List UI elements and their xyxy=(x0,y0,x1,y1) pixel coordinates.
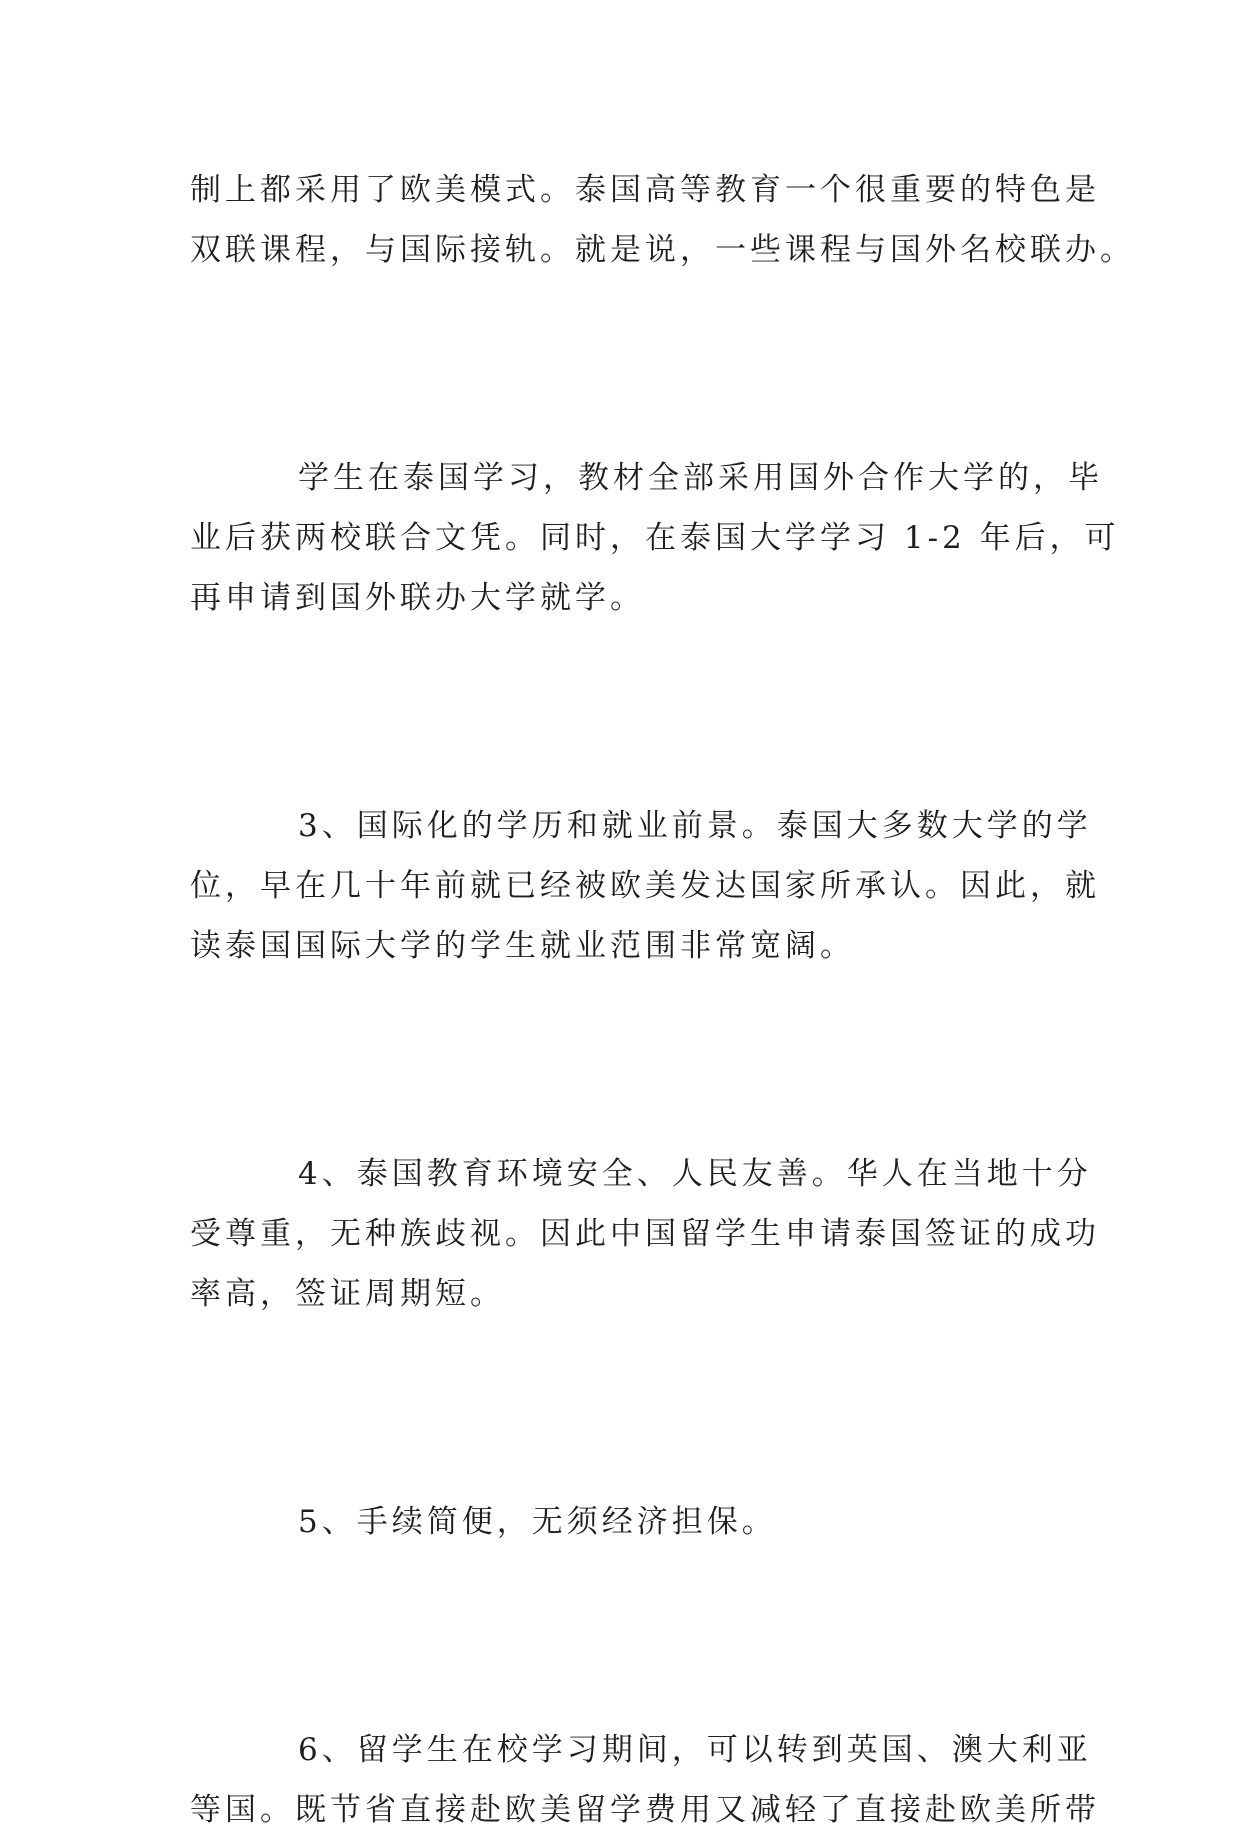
paragraph-2 xyxy=(190,448,1120,628)
text-line: 制上都采用了欧美模式。泰国高等教育一个很重要的特色是 xyxy=(190,172,1100,208)
paragraph-spacing xyxy=(190,976,1060,1144)
paragraph-6 xyxy=(190,1720,1100,1840)
text-line: 双联课程，与国际接轨。就是说，一些课程与国外名校联办。 xyxy=(190,232,1135,268)
paragraph-spacing xyxy=(190,1552,1060,1720)
paragraph-1 xyxy=(190,160,1135,280)
paragraph-spacing xyxy=(190,628,1060,796)
text-line: 位，早在几十年前就已经被欧美发达国家所承认。因此，就 xyxy=(190,868,1100,904)
text-line: 等国。既节省直接赴欧美留学费用又减轻了直接赴欧美所带 xyxy=(190,1792,1100,1828)
text-line: 读泰国国际大学的学生就业范围非常宽阔。 xyxy=(190,928,855,964)
text-line: 学生在泰国学习，教材全部采用国外合作大学的，毕 xyxy=(298,460,1103,496)
body-text xyxy=(190,160,1135,1840)
paragraph-3 xyxy=(190,796,1100,976)
text-line: 3、国际化的学历和就业前景。泰国大多数大学的学 xyxy=(298,808,1092,844)
text-line: 4、泰国教育环境安全、人民友善。华人在当地十分 xyxy=(298,1156,1092,1192)
text-line: 6、留学生在校学习期间，可以转到英国、澳大利亚 xyxy=(298,1732,1092,1768)
text-line: 业后获两校联合文凭。同时，在泰国大学学习 1-2 年后，可 xyxy=(190,520,1120,556)
paragraph-4 xyxy=(190,1144,1100,1324)
text-line: 5、手续简便，无须经济担保。 xyxy=(298,1504,777,1540)
text-line: 再申请到国外联办大学就学。 xyxy=(190,580,645,616)
text-line: 受尊重，无种族歧视。因此中国留学生申请泰国签证的成功 xyxy=(190,1216,1100,1252)
paragraph-5 xyxy=(190,1492,1060,1552)
text-line: 率高，签证周期短。 xyxy=(190,1276,505,1312)
paragraph-spacing xyxy=(190,280,1060,448)
paragraph-spacing xyxy=(190,1324,1060,1492)
